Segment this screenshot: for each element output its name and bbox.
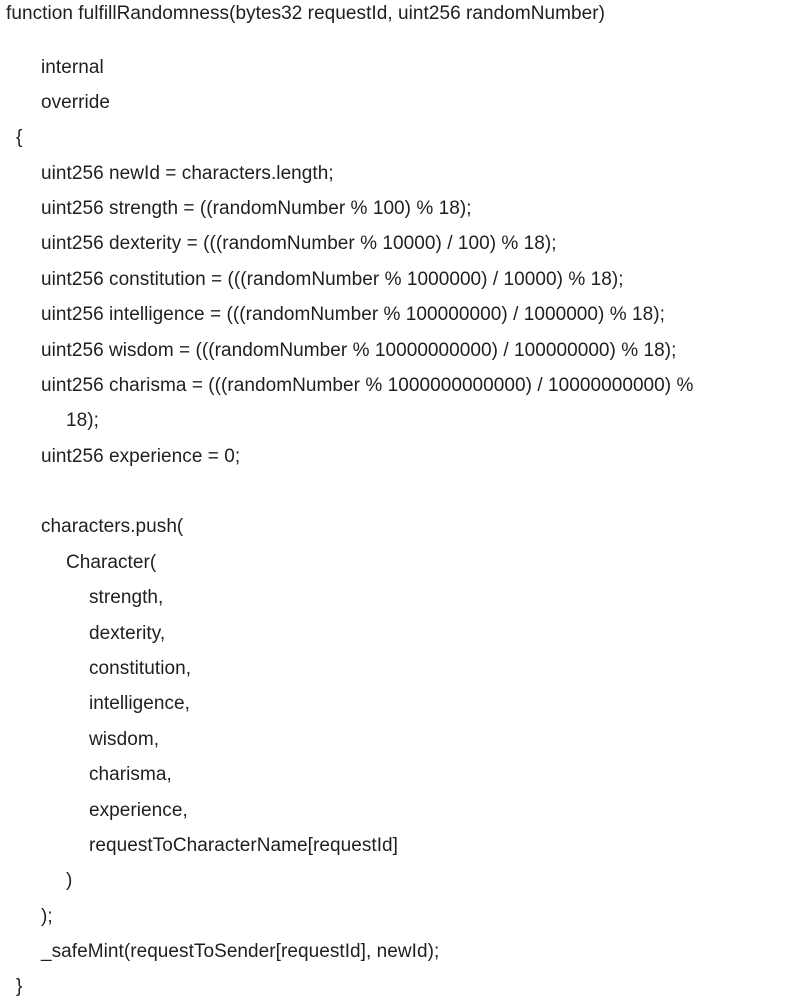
code-line: dexterity, <box>89 623 166 644</box>
code-line: uint256 newId = characters.length; <box>41 163 334 184</box>
code-line: charisma, <box>89 764 172 785</box>
code-line: experience, <box>89 800 188 821</box>
code-line: 18); <box>66 410 99 431</box>
code-line: ); <box>41 906 53 927</box>
code-line: uint256 strength = ((randomNumber % 100) % 18); <box>41 198 472 219</box>
code-line: constitution, <box>89 658 192 679</box>
code-line: } <box>16 976 23 997</box>
code-line: uint256 constitution = (((randomNumber % 1000000) / 10000) % 18); <box>41 269 624 290</box>
code-line: uint256 charisma = (((randomNumber % 1000000000000) / 10000000000) % <box>41 375 694 396</box>
code-line: uint256 dexterity = (((randomNumber % 10000) / 100) % 18); <box>41 233 557 254</box>
code-line: function fulfillRandomness(bytes32 requestId, uint256 randomNumber) <box>6 3 606 24</box>
code-line: { <box>16 127 23 148</box>
code-line: wisdom, <box>89 729 160 750</box>
code-line: override <box>41 92 111 113</box>
code-line: characters.push( <box>41 516 184 537</box>
code-line: ) <box>66 870 73 891</box>
code-line: requestToCharacterName[requestId] <box>89 835 398 856</box>
code-line: _safeMint(requestToSender[requestId], newId); <box>41 941 440 962</box>
code-line: internal <box>41 57 104 78</box>
code-line: intelligence, <box>89 693 190 714</box>
code-line: Character( <box>66 552 157 573</box>
code-line: strength, <box>89 587 164 608</box>
code-line: uint256 experience = 0; <box>41 446 241 467</box>
code-line: uint256 wisdom = (((randomNumber % 10000000000) / 100000000) % 18); <box>41 340 677 361</box>
code-line: uint256 intelligence = (((randomNumber % 100000000) / 1000000) % 18); <box>41 304 665 325</box>
